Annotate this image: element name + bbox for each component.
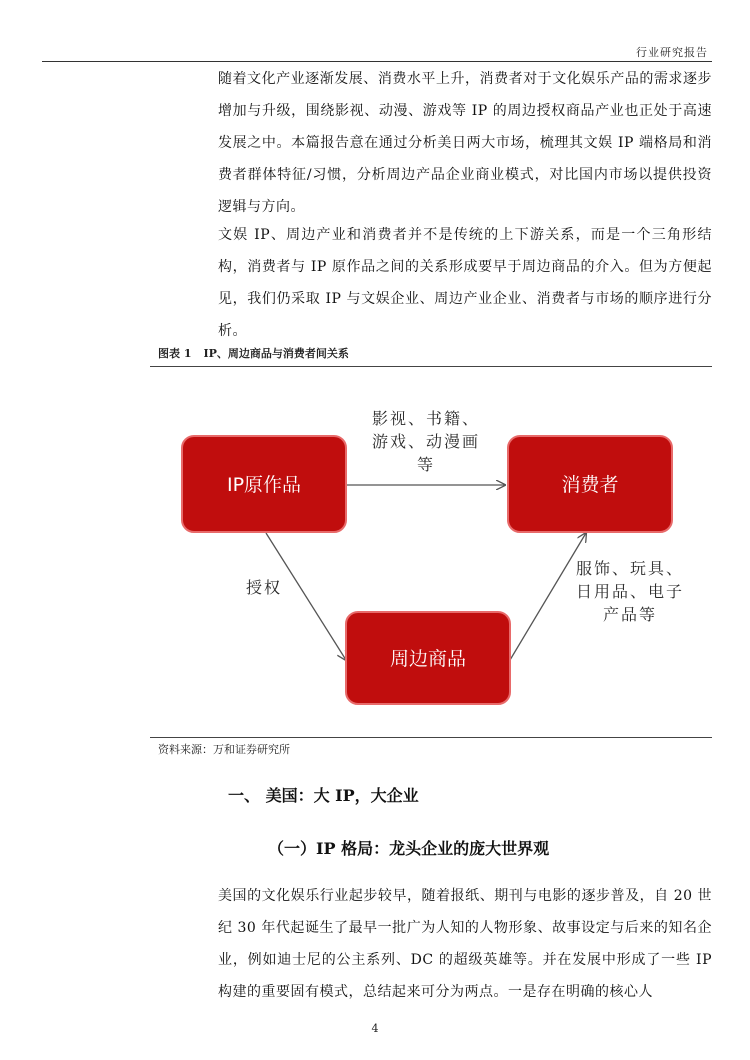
page-number: 4 [371,1022,379,1035]
edge-label-products-line1: 服饰、玩具、 [575,559,685,578]
report-category-label: 行业研究报告 [636,46,708,59]
edge-label-license: 授权 [245,578,283,597]
arrow-merch-to-consumer [510,533,586,660]
figure-bottom-rule [150,737,712,738]
edge-label-media-line3: 等 [416,455,436,474]
node-merch-label: 周边商品 [389,648,467,670]
paragraph-us-industry: 美国的文化娱乐行业起步较早，随着报纸、期刊与电影的逐步普及，自 20 世纪 30 年代起诞生了最早一批广为人知的人物形象、故事设定与后来的知名企业，例如迪士尼的公主系列、DC 的超级英雄等。并在发展中形成了一些 IP 构建的重要固有模式，总结起来可分为两点。一是存在明确的核心人 [218,888,712,1000]
node-consumer-label: 消费者 [561,474,619,496]
edge-label-products-line2: 日用品、电子 [575,582,685,601]
subsection-heading-ip-landscape: （一）IP 格局：龙头企业的庞大世界观 [268,839,550,858]
figure-title: IP、周边商品与消费者间关系 [203,347,349,360]
edge-label-products-line3: 产品等 [602,605,658,624]
figure-source: 资料来源：万和证券研究所 [158,743,290,756]
edge-label-media-line2: 游戏、动漫画 [371,432,481,451]
edge-label-media-line1: 影视、书籍、 [371,409,481,428]
section-heading-usa: 一、 美国：大 IP，大企业 [228,786,419,805]
paragraph-structure: 文娱 IP、周边产业和消费者并不是传统的上下游关系，而是一个三角形结构，消费者与 IP 原作品之间的关系形成要早于周边商品的介入。但为方便起见，我们仍采取 IP 与文娱企业、周边产业企业、消费者与市场的顺序进行分析。 [218,227,712,339]
paragraph-intro: 随着文化产业逐渐发展、消费水平上升，消费者对于文化娱乐产品的需求逐步增加与升级，围绕影视、动漫、游戏等 IP 的周边授权商品产业也正处于高速发展之中。本篇报告意在通过分析美日两大市场，梳理其文娱 IP 端格局和消费者群体特征/习惯，分析周边产品企业商业模式，对比国内市场以提供投资逻辑与方向。 [218,71,712,215]
figure-number: 图表 1 [158,347,192,360]
node-ip-original-label: IP原作品 [226,474,302,496]
